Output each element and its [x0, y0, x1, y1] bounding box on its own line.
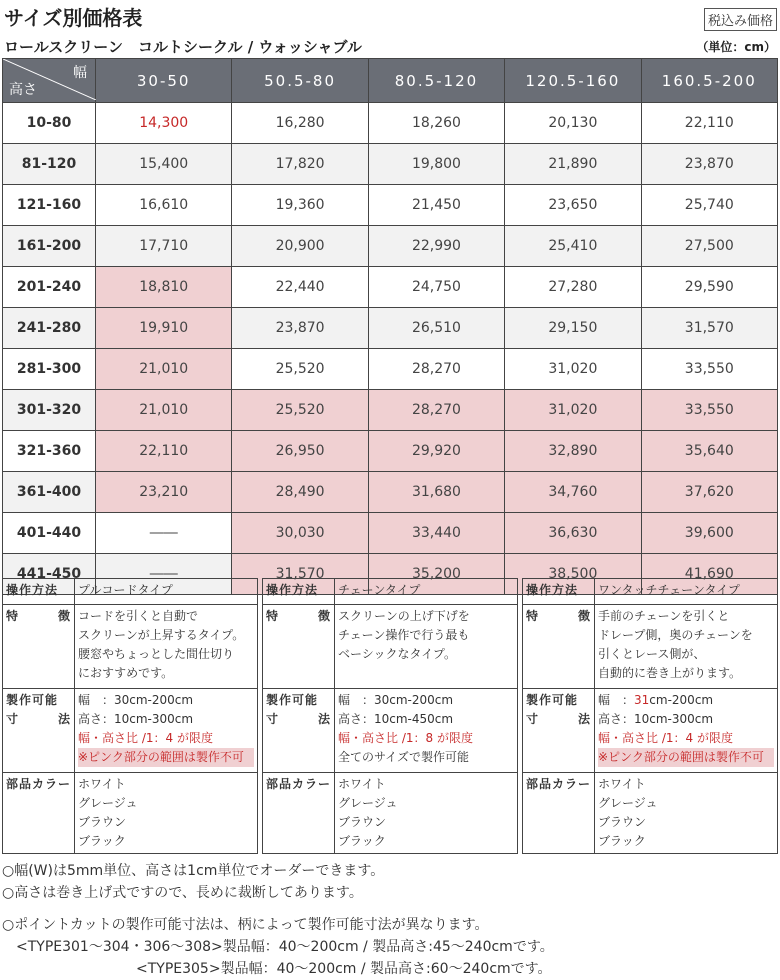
spec-one-touch-chain	[522, 578, 778, 856]
price-cell: 17,710	[96, 226, 232, 267]
table-row	[3, 349, 778, 390]
price-cell: 23,870	[641, 144, 777, 185]
width-axis-label: 幅	[73, 65, 87, 81]
tax-included-badge: 税込み価格	[704, 8, 777, 31]
price-cell: 21,010	[96, 349, 232, 390]
spec-pull-cord	[2, 578, 258, 856]
width-col-header: 80.5-120	[368, 59, 504, 103]
color-label: 部品カラー	[523, 773, 595, 854]
note-line: ○高さは巻き上げ式ですので、長めに裁断してあります。	[2, 885, 363, 901]
price-cell: 25,740	[641, 185, 777, 226]
price-cell: 31,020	[505, 390, 641, 431]
feature-text: スクリーンの上げ下げを チェーン操作で行う最も ベーシックなタイプ。	[335, 605, 518, 689]
price-cell: 23,870	[232, 308, 368, 349]
size-text: 幅 ：30cm-200cm 高さ：10cm-300cm 幅・高さ比 /1：4 が限度 ※ピンク部分の範囲は製作不可	[75, 689, 258, 773]
price-cell: 16,280	[232, 103, 368, 144]
height-row-header: 10-80	[3, 103, 96, 144]
price-cell: 31,680	[368, 472, 504, 513]
size-note: ※ピンク部分の範囲は製作不可	[78, 748, 254, 767]
color-list: ホワイト グレージュ ブラウン ブラック	[75, 773, 258, 854]
price-cell: ――	[96, 513, 232, 554]
price-cell: 33,550	[641, 349, 777, 390]
price-cell: 41,690	[641, 554, 777, 595]
price-cell: 32,890	[505, 431, 641, 472]
size-label: 製作可能 寸 法	[523, 689, 595, 773]
price-cell: 14,300	[96, 103, 232, 144]
feature-label: 特 徴	[6, 609, 71, 623]
price-cell: 15,400	[96, 144, 232, 185]
price-cell: 35,200	[368, 554, 504, 595]
price-cell: 29,150	[505, 308, 641, 349]
height-row-header: 301-320	[3, 390, 96, 431]
price-cell: 30,030	[232, 513, 368, 554]
height-row-header: 121-160	[3, 185, 96, 226]
note-line: ○幅(W)は5mm単位、高さは1cm単位でオーダーできます。	[2, 863, 385, 879]
note-line: <TYPE301～304・306～308>製品幅：40～200cm / 製品高さ:45～240cmです。	[16, 939, 554, 955]
height-row-header: 441-450	[3, 554, 96, 595]
price-cell: 22,110	[641, 103, 777, 144]
price-cell: 21,890	[505, 144, 641, 185]
table-row	[3, 103, 778, 144]
price-cell: 16,610	[96, 185, 232, 226]
price-cell: 22,990	[368, 226, 504, 267]
price-cell: 28,490	[232, 472, 368, 513]
price-cell: 31,570	[232, 554, 368, 595]
price-cell: ――	[96, 554, 232, 595]
height-row-header: 241-280	[3, 308, 96, 349]
width-col-header: 50.5-80	[232, 59, 368, 103]
feature-label: 特 徴	[266, 609, 331, 623]
width-col-header: 160.5-200	[641, 59, 777, 103]
price-cell: 25,520	[232, 349, 368, 390]
table-row	[3, 472, 778, 513]
color-label: 部品カラー	[263, 773, 335, 854]
price-cell: 18,260	[368, 103, 504, 144]
page-title: サイズ別価格表	[4, 6, 143, 30]
unit-label: （単位：cm）	[696, 40, 776, 54]
price-cell: 28,270	[368, 349, 504, 390]
height-axis-label: 高さ	[9, 82, 37, 98]
price-cell: 20,130	[505, 103, 641, 144]
op-value: ワンタッチチェーンタイプ	[595, 579, 778, 605]
price-cell: 28,270	[368, 390, 504, 431]
price-cell: 29,590	[641, 267, 777, 308]
price-table-header	[3, 59, 778, 103]
size-text: 幅 ：31cm-200cm 高さ：10cm-300cm 幅・高さ比 /1：4 が限度 ※ピンク部分の範囲は製作不可	[595, 689, 778, 773]
size-label: 製作可能 寸 法	[3, 689, 75, 773]
price-cell: 20,900	[232, 226, 368, 267]
height-row-header: 401-440	[3, 513, 96, 554]
price-cell: 29,920	[368, 431, 504, 472]
height-row-header: 361-400	[3, 472, 96, 513]
price-cell: 25,410	[505, 226, 641, 267]
price-cell: 22,440	[232, 267, 368, 308]
price-cell: 36,630	[505, 513, 641, 554]
price-cell: 21,450	[368, 185, 504, 226]
table-row	[3, 267, 778, 308]
price-cell: 18,810	[96, 267, 232, 308]
height-row-header: 161-200	[3, 226, 96, 267]
table-row	[3, 144, 778, 185]
table-row	[3, 308, 778, 349]
op-label: 操作方法	[3, 579, 75, 605]
table-row	[3, 390, 778, 431]
price-cell: 39,600	[641, 513, 777, 554]
color-list: ホワイト グレージュ ブラウン ブラック	[335, 773, 518, 854]
notes	[2, 860, 554, 980]
note-line: ○ポイントカットの製作可能寸法は、柄によって製作可能寸法が異なります。	[2, 917, 489, 933]
feature-text: 手前のチェーンを引くと ドレープ側，奥のチェーンを 引くとレース側が、 自動的に巻き上がります。	[595, 605, 778, 689]
op-value: プルコードタイプ	[75, 579, 258, 605]
price-cell: 26,950	[232, 431, 368, 472]
price-cell: 31,570	[641, 308, 777, 349]
height-row-header: 281-300	[3, 349, 96, 390]
height-row-header: 81-120	[3, 144, 96, 185]
price-cell: 24,750	[368, 267, 504, 308]
size-text: 幅 ：30cm-200cm 高さ：10cm-450cm 幅・高さ比 /1：8 が限度 全てのサイズで製作可能	[335, 689, 518, 773]
table-row	[3, 513, 778, 554]
feature-text: コードを引くと自動で スクリーンが上昇するタイプ。 腰窓やちょっとした間仕切り におすすめです。	[75, 605, 258, 689]
price-cell: 23,210	[96, 472, 232, 513]
price-cell: 31,020	[505, 349, 641, 390]
op-label: 操作方法	[263, 579, 335, 605]
price-cell: 22,110	[96, 431, 232, 472]
price-cell: 19,360	[232, 185, 368, 226]
price-cell: 19,800	[368, 144, 504, 185]
table-row	[3, 185, 778, 226]
table-row	[3, 226, 778, 267]
color-list: ホワイト グレージュ ブラウン ブラック	[595, 773, 778, 854]
price-cell: 35,640	[641, 431, 777, 472]
size-note: 全てのサイズで製作可能	[338, 750, 470, 764]
price-cell: 23,650	[505, 185, 641, 226]
price-cell: 19,910	[96, 308, 232, 349]
price-cell: 26,510	[368, 308, 504, 349]
op-label: 操作方法	[523, 579, 595, 605]
spec-section	[2, 578, 778, 856]
size-label: 製作可能 寸 法	[263, 689, 335, 773]
op-value: チェーンタイプ	[335, 579, 518, 605]
price-cell: 37,620	[641, 472, 777, 513]
price-cell: 27,500	[641, 226, 777, 267]
price-cell: 25,520	[232, 390, 368, 431]
price-cell: 17,820	[232, 144, 368, 185]
price-cell: 33,440	[368, 513, 504, 554]
height-row-header: 321-360	[3, 431, 96, 472]
price-cell: 21,010	[96, 390, 232, 431]
feature-label: 特 徴	[526, 609, 591, 623]
size-note: ※ピンク部分の範囲は製作不可	[598, 748, 774, 767]
price-table	[2, 58, 778, 595]
color-label: 部品カラー	[3, 773, 75, 854]
width-col-header: 30-50	[96, 59, 232, 103]
corner-header	[3, 59, 96, 103]
price-cell: 33,550	[641, 390, 777, 431]
product-subtitle: ロールスクリーン コルトシークル / ウォッシャブル	[4, 38, 362, 56]
price-cell: 38,500	[505, 554, 641, 595]
width-col-header: 120.5-160	[505, 59, 641, 103]
price-cell: 27,280	[505, 267, 641, 308]
spec-chain	[262, 578, 518, 856]
note-line: <TYPE305>製品幅：40～200cm / 製品高さ:60～240cmです。	[136, 961, 552, 977]
price-cell: 34,760	[505, 472, 641, 513]
table-row	[3, 431, 778, 472]
height-row-header: 201-240	[3, 267, 96, 308]
